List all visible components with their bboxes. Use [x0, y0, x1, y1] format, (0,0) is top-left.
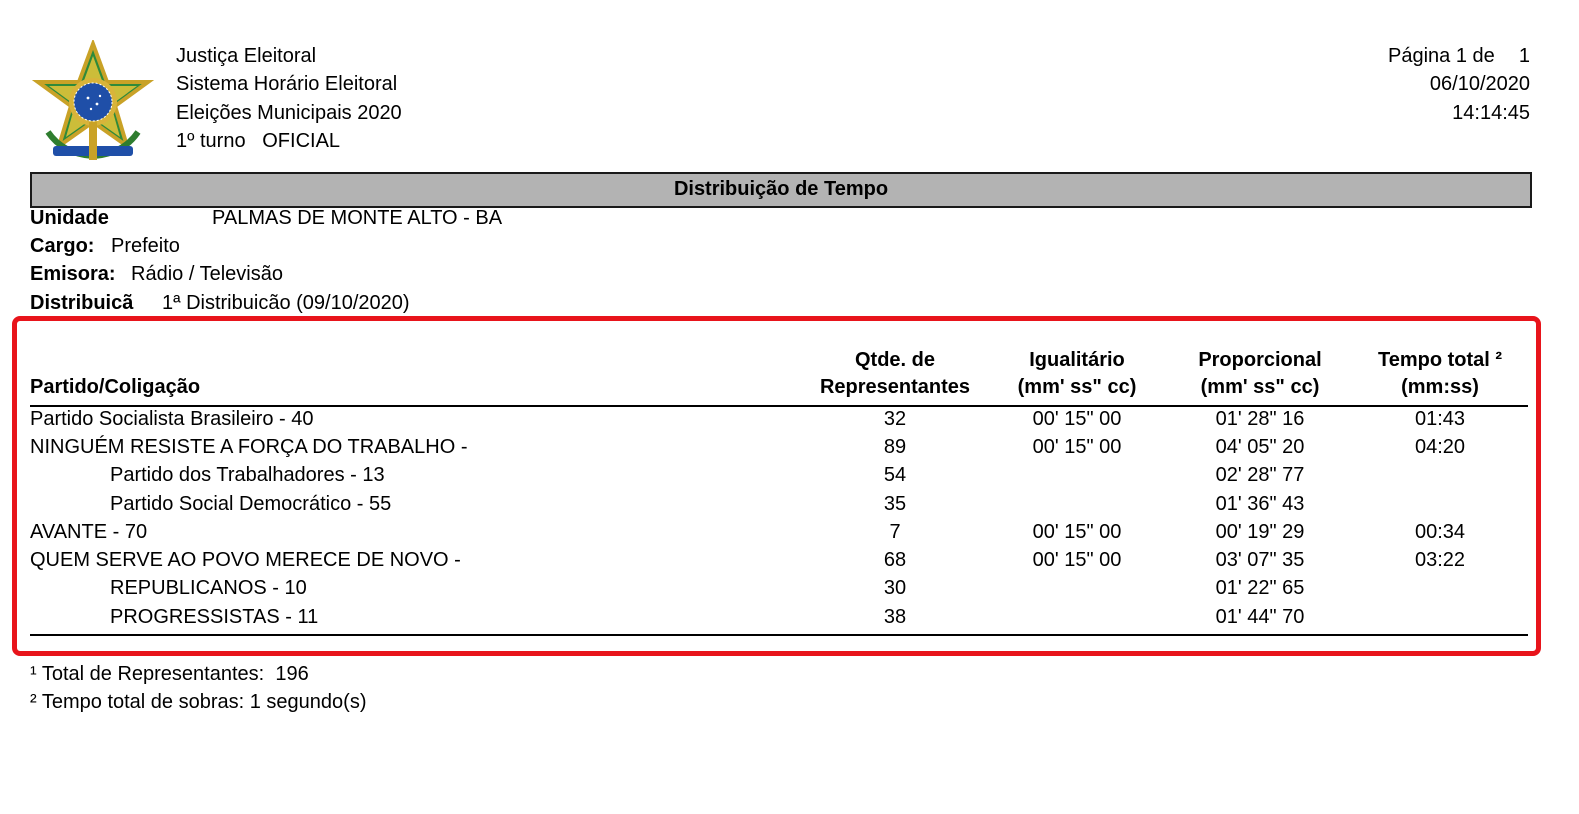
row-3-qtd: 54 [883, 464, 907, 486]
row-1-qtd: 32 [883, 408, 907, 430]
header-qtd-line1: Qtde. de [854, 349, 935, 371]
page-title: Distribuição de Tempo [673, 178, 889, 200]
row-1-name: Partido Socialista Brasileiro - 40 [30, 408, 314, 430]
org-line-3: Eleições Municipais 2020 [176, 102, 402, 124]
row-2-igualitario: 00' 15" 00 [1032, 436, 1122, 458]
row-6-igualitario: 00' 15" 00 [1032, 549, 1122, 571]
row-8-name: PROGRESSISTAS - 11 [110, 606, 319, 628]
title-banner [30, 172, 1532, 208]
footnote-2: ² Tempo total de sobras: 1 segundo(s) [30, 691, 367, 713]
row-1-tempo-total: 01:43 [1414, 408, 1466, 430]
distribuicao-label: Distribuicã [30, 292, 134, 314]
header-tempo-total-line1: Tempo total ² [1377, 349, 1503, 371]
row-6-qtd: 68 [883, 549, 907, 571]
header-proporcional-line1: Proporcional [1198, 349, 1322, 371]
unidade-value: PALMAS DE MONTE ALTO - BA [212, 207, 503, 229]
row-2-tempo-total: 04:20 [1414, 436, 1466, 458]
header-qtd-line2: Representantes [819, 376, 971, 398]
row-6-proporcional: 03' 07" 35 [1215, 549, 1305, 571]
header-igualitario-line1: Igualitário [1029, 349, 1125, 371]
row-5-tempo-total: 00:34 [1414, 521, 1466, 543]
row-4-qtd: 35 [883, 493, 907, 515]
row-2-proporcional: 04' 05" 20 [1215, 436, 1305, 458]
cargo-label: Cargo: [30, 235, 95, 257]
org-line-1: Justiça Eleitoral [176, 45, 317, 67]
row-5-qtd: 7 [889, 521, 901, 543]
unidade-label: Unidade [30, 207, 109, 229]
page-label: Página 1 de [1388, 45, 1495, 67]
row-1-proporcional: 01' 28" 16 [1215, 408, 1305, 430]
emisora-value: Rádio / Televisão [131, 263, 283, 285]
header-igualitario-line2: (mm' ss" cc) [1017, 376, 1137, 398]
cargo-value: Prefeito [111, 235, 180, 257]
row-8-proporcional: 01' 44" 70 [1215, 606, 1305, 628]
org-line-4: 1º turno OFICIAL [176, 130, 341, 152]
row-7-qtd: 30 [883, 577, 907, 599]
report-time: 14:14:45 [1452, 102, 1530, 124]
row-6-tempo-total: 03:22 [1414, 549, 1466, 571]
row-7-proporcional: 01' 22" 65 [1215, 577, 1305, 599]
footnote-1: ¹ Total de Representantes: 196 [30, 663, 309, 685]
row-2-name: NINGUÉM RESISTE A FORÇA DO TRABALHO - [30, 436, 468, 458]
distribuicao-value: 1ª Distribuicão (09/10/2020) [162, 292, 410, 314]
row-2-qtd: 89 [883, 436, 907, 458]
header-tempo-total-line2: (mm:ss) [1401, 376, 1479, 398]
row-3-proporcional: 02' 28" 77 [1215, 464, 1305, 486]
header-partido: Partido/Coligação [30, 376, 201, 398]
brazil-coat-of-arms-icon [28, 40, 158, 165]
emisora-label: Emisora: [30, 263, 116, 285]
row-8-qtd: 38 [883, 606, 907, 628]
row-5-proporcional: 00' 19" 29 [1215, 521, 1305, 543]
row-5-name: AVANTE - 70 [30, 521, 148, 543]
report-date: 06/10/2020 [1429, 73, 1530, 95]
page-total: 1 [1518, 45, 1530, 67]
table-bottom-rule [30, 634, 1528, 636]
org-line-2: Sistema Horário Eleitoral [176, 73, 398, 95]
row-1-igualitario: 00' 15" 00 [1032, 408, 1122, 430]
row-7-name: REPUBLICANOS - 10 [110, 577, 307, 599]
row-4-proporcional: 01' 36" 43 [1215, 493, 1305, 515]
row-4-name: Partido Social Democrático - 55 [110, 493, 392, 515]
header-proporcional-line2: (mm' ss" cc) [1200, 376, 1320, 398]
row-5-igualitario: 00' 15" 00 [1032, 521, 1122, 543]
row-6-name: QUEM SERVE AO POVO MERECE DE NOVO - [30, 549, 461, 571]
row-3-name: Partido dos Trabalhadores - 13 [110, 464, 385, 486]
